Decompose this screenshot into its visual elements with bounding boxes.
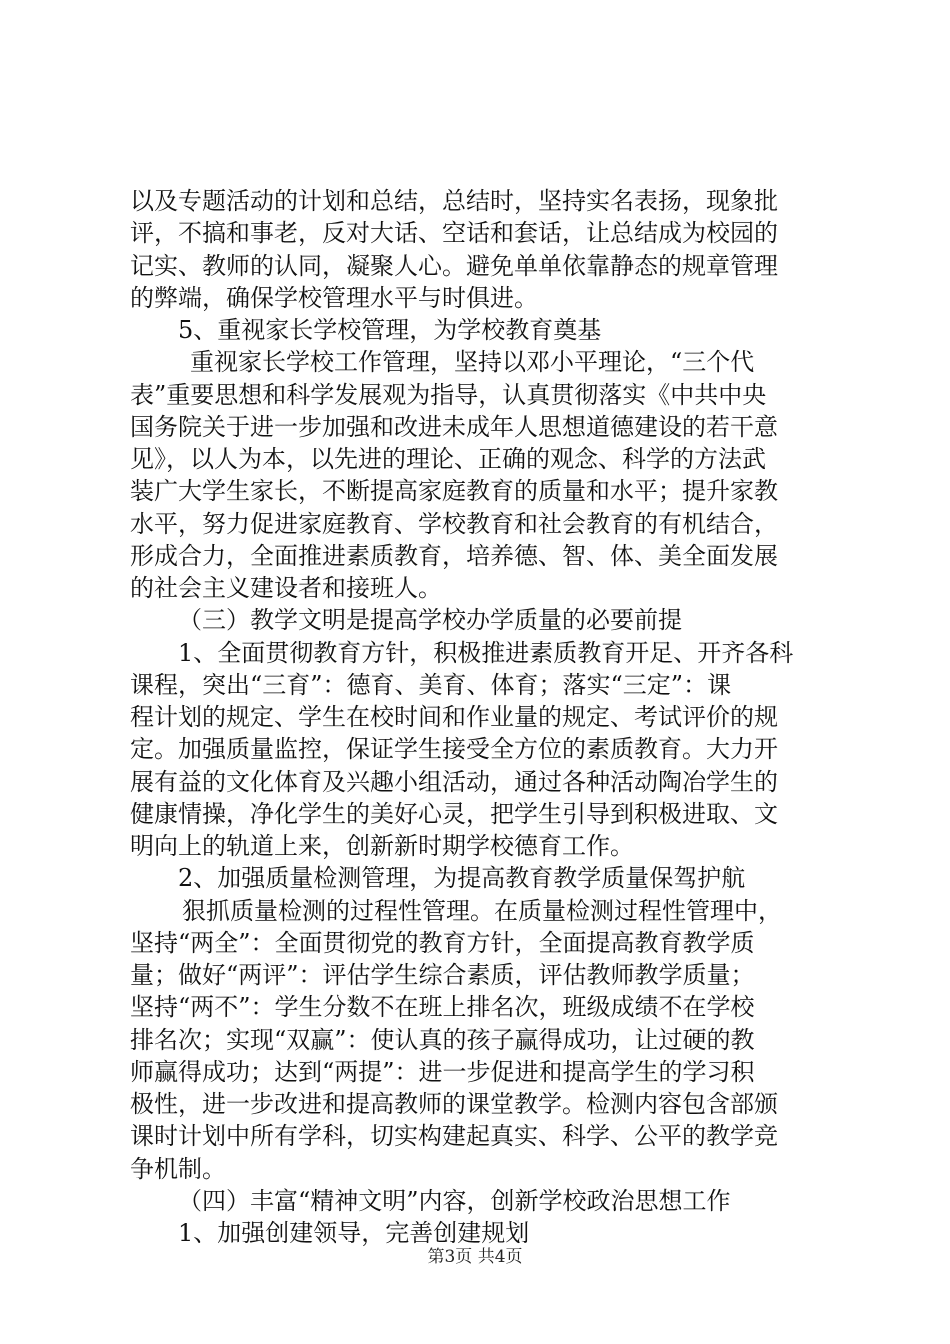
body-line: 课时计划中所有学科，切实构建起真实、科学、公平的教学竞 <box>130 1122 778 1150</box>
body-line: 争机制。 <box>130 1155 226 1183</box>
section-heading: 2、加强质量检测管理，为提高教育教学质量保驾护航 <box>178 864 746 892</box>
body-line: 表”重要思想和科学发展观为指导，认真贯彻落实《中共中央 <box>130 381 767 409</box>
body-line: 极性，进一步改进和提高教师的课堂教学。检测内容包含部颁 <box>130 1090 778 1118</box>
body-line: 程计划的规定、学生在校时间和作业量的规定、考试评价的规 <box>130 703 778 731</box>
body-line: 装广大学生家长，不断提高家庭教育的质量和水平；提升家教 <box>130 477 778 505</box>
body-line: 展有益的文化体育及兴趣小组活动，通过各种活动陶冶学生的 <box>130 768 778 796</box>
section-heading: （四）丰富“精神文明”内容，创新学校政治思想工作 <box>178 1187 731 1215</box>
section-heading: （三）教学文明是提高学校办学质量的必要前提 <box>178 606 682 634</box>
body-line: 重视家长学校工作管理，坚持以邓小平理论，“三个代 <box>190 348 755 376</box>
body-line: 的弊端，确保学校管理水平与时俱进。 <box>130 284 538 312</box>
section-heading: 5、重视家长学校管理，为学校教育奠基 <box>178 316 602 344</box>
body-line: 课程，突出“三育”：德育、美育、体育；落实“三定”：课 <box>130 671 732 699</box>
body-line: 评，不搞和事老，反对大话、空话和套话，让总结成为校园的 <box>130 219 778 247</box>
body-line: 的社会主义建设者和接班人。 <box>130 574 442 602</box>
body-line: 水平，努力促进家庭教育、学校教育和社会教育的有机结合， <box>130 510 778 538</box>
body-line: 狠抓质量检测的过程性管理。在质量检测过程性管理中， <box>182 897 782 925</box>
body-line: 师赢得成功；达到“两提”：进一步促进和提高学生的学习积 <box>130 1058 755 1086</box>
body-line: 排名次；实现“双赢”：使认真的孩子赢得成功，让过硬的教 <box>130 1026 755 1054</box>
body-line: 见》，以人为本，以先进的理论、正确的观念、科学的方法武 <box>130 445 766 473</box>
section-heading: 1、加强创建领导，完善创建规划 <box>178 1219 530 1247</box>
body-line: 形成合力，全面推进素质教育，培养德、智、体、美全面发展 <box>130 542 778 570</box>
section-heading: 1、全面贯彻教育方针，积极推进素质教育开足、开齐各科 <box>178 639 794 667</box>
page-footer: 第3页 共4页 <box>427 1247 523 1267</box>
body-line: 健康情操，净化学生的美好心灵，把学生引导到积极进取、文 <box>130 800 778 828</box>
body-line: 记实、教师的认同，凝聚人心。避免单单依靠静态的规章管理 <box>130 252 778 280</box>
body-line: 明向上的轨道上来，创新新时期学校德育工作。 <box>130 832 634 860</box>
body-line: 以及专题活动的计划和总结，总结时，坚持实名表扬，现象批 <box>130 187 778 215</box>
body-line: 国务院关于进一步加强和改进未成年人思想道德建设的若干意 <box>130 413 778 441</box>
body-line: 定。加强质量监控，保证学生接受全方位的素质教育。大力开 <box>130 735 778 763</box>
body-line: 坚持“两全”：全面贯彻党的教育方针，全面提高教育教学质 <box>130 929 755 957</box>
body-line: 坚持“两不”：学生分数不在班上排名次，班级成绩不在学校 <box>130 993 755 1021</box>
body-line: 量；做好“两评”：评估学生综合素质，评估教师教学质量； <box>130 961 755 989</box>
